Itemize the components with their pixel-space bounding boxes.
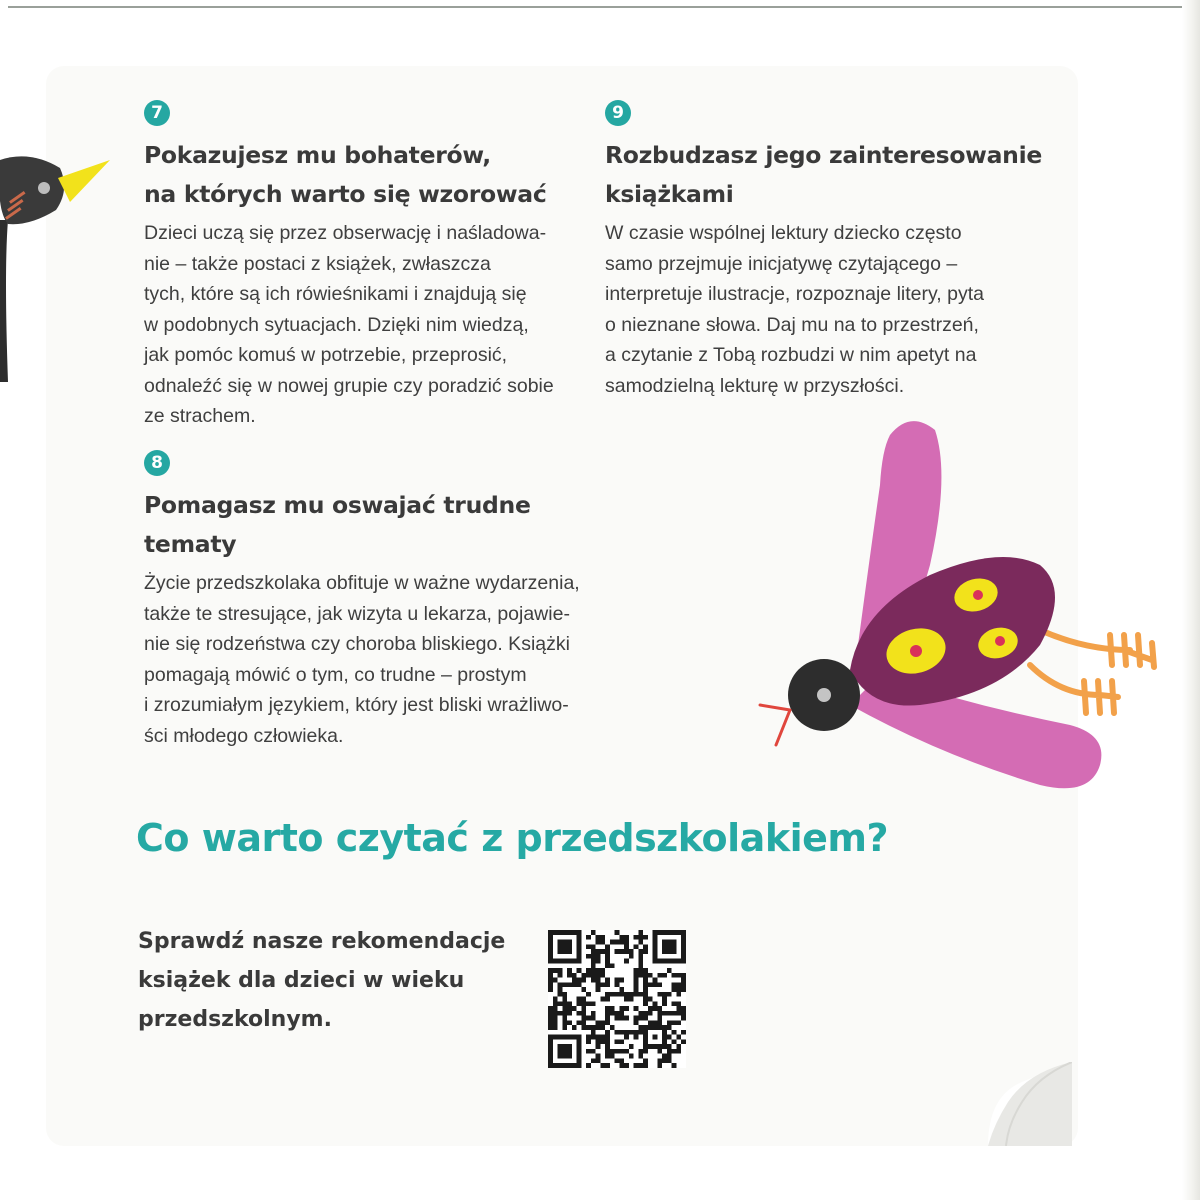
bug-illustration xyxy=(740,405,1180,805)
body-line: samo przejmuje inicjatywę czytającego – xyxy=(605,252,958,275)
qr-code-icon[interactable] xyxy=(548,930,686,1068)
number-badge: 9 xyxy=(605,100,631,126)
body-line: samodzielną lekturę w przyszłości. xyxy=(605,374,905,397)
page-edge xyxy=(1182,0,1200,1200)
heading-line: Pomagasz mu oswajać trudne xyxy=(144,491,531,519)
cta-title: Co warto czytać z przedszkolakiem? xyxy=(136,816,889,860)
body-line: Życie przedszkolaka obfituje w ważne wydarzenia, xyxy=(144,572,580,594)
section-7 xyxy=(144,100,554,432)
heading-line: książkami xyxy=(605,180,734,208)
body-line: ze strachem. xyxy=(144,405,256,427)
section-heading xyxy=(144,136,554,214)
section-heading xyxy=(144,486,580,564)
heading-line: Pokazujesz mu bohaterów, xyxy=(144,141,491,169)
section-body xyxy=(605,218,1042,401)
section-body xyxy=(144,218,554,432)
heading-line: Rozbudzasz jego zainteresowanie xyxy=(605,141,1042,169)
cta-text xyxy=(138,922,505,1039)
body-line: W czasie wspólnej lektury dziecko często xyxy=(605,222,962,244)
section-heading xyxy=(605,136,1042,214)
body-line: pomagają mówić o tym, co trudne – prostym xyxy=(144,663,527,686)
section-9 xyxy=(605,100,1042,401)
number-badge: 7 xyxy=(144,100,170,126)
body-line: nie się rodzeństwa czy choroba bliskiego. Książki xyxy=(144,633,570,655)
heading-line: na których warto się wzorować xyxy=(144,180,547,208)
body-line: a czytanie z Tobą rozbudzi w nim apetyt na xyxy=(605,344,977,366)
body-line: i zrozumiałym językiem, który jest bliski wrażliwo- xyxy=(144,694,569,716)
body-line: tych, które są ich rówieśnikami i znajdują się xyxy=(144,283,527,305)
top-divider xyxy=(8,6,1186,8)
body-line: interpretuje ilustracje, rozpoznaje litery, pyta xyxy=(605,283,984,305)
body-line: odnaleźć się w nowej grupie czy poradzić sobie xyxy=(144,374,554,397)
body-line: Dzieci uczą się przez obserwację i naśladowa- xyxy=(144,222,547,244)
page-curl-icon xyxy=(988,1062,1072,1146)
cta-text-line: książek dla dzieci w wieku xyxy=(138,968,465,993)
body-line: w podobnych sytuacjach. Dzięki nim wiedzą, xyxy=(144,313,529,336)
bird-illustration xyxy=(0,120,120,400)
section-8 xyxy=(144,450,580,751)
body-line: także te stresujące, jak wizyta u lekarza, pojawie- xyxy=(144,602,570,625)
body-line: o nieznane słowa. Daj mu na to przestrzeń, xyxy=(605,313,979,336)
body-line: jak pomóc komuś w potrzebie, przeprosić, xyxy=(144,344,508,366)
number-badge: 8 xyxy=(144,450,170,476)
section-body xyxy=(144,568,580,751)
body-line: ści młodego człowieka. xyxy=(144,724,344,747)
cta-text-line: przedszkolnym. xyxy=(138,1007,332,1032)
cta-text-line: Sprawdź nasze rekomendacje xyxy=(138,929,506,954)
body-line: nie – także postaci z książek, zwłaszcza xyxy=(144,252,491,275)
heading-line: tematy xyxy=(144,530,237,558)
